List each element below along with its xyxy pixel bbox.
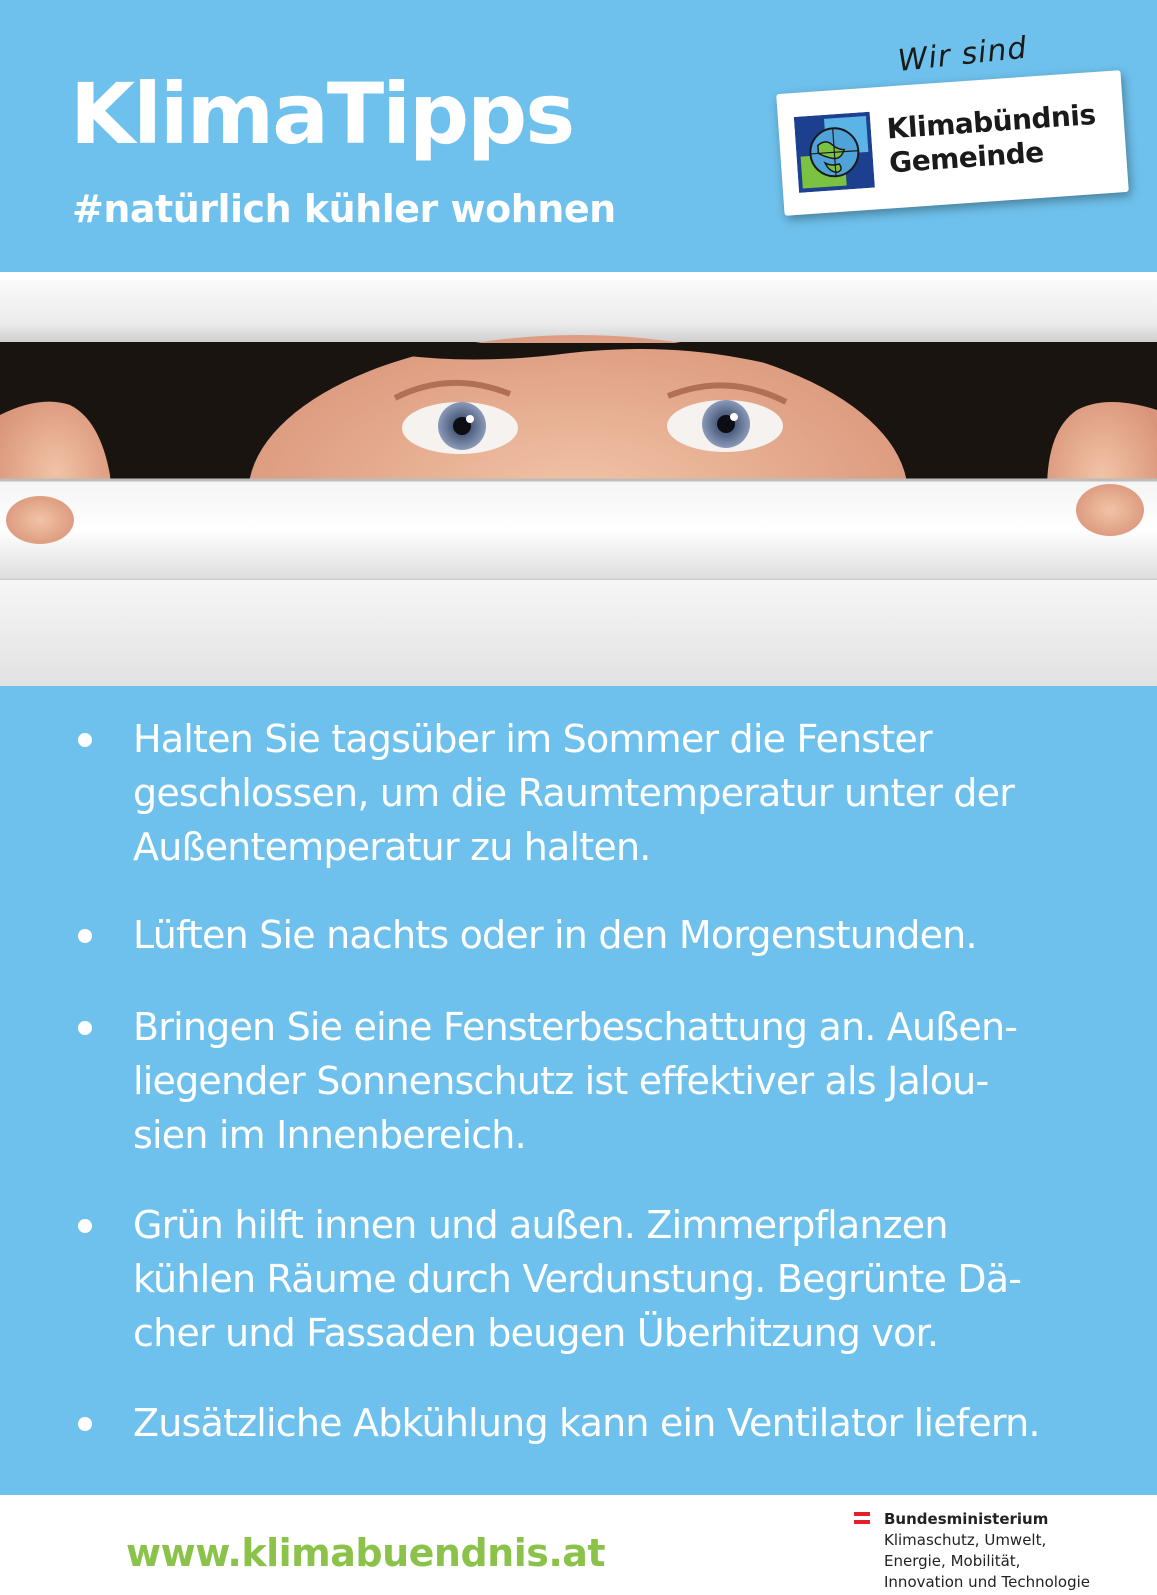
tip-line: Halten Sie tagsüber im Sommer die Fenster [133, 717, 932, 761]
tip-line: Bringen Sie eine Fensterbeschattung an. Außen- [133, 1005, 1018, 1049]
tip-line: Lüften Sie nachts oder in den Morgenstunden. [133, 913, 977, 957]
tip-line: Außentemperatur zu halten. [133, 825, 651, 869]
tip-line: kühlen Räume durch Verdunstung. Begrünte Dä- [133, 1257, 1022, 1301]
tip-line: Zusätzliche Abkühlung kann ein Ventilator liefern. [133, 1401, 1040, 1445]
tip-line: liegender Sonnenschutz ist effektiver als Jalou- [133, 1059, 989, 1103]
tip-line: geschlossen, um die Raumtemperatur unter der [133, 771, 1015, 815]
bullet-icon [78, 1219, 92, 1233]
wir-sind-label: Wir sind [896, 30, 1030, 79]
ministry-line-1: Klimaschutz, Umwelt, [884, 1531, 1047, 1549]
child-peeking-through-blinds-photo [0, 280, 1157, 686]
tips-section [0, 686, 1157, 1495]
ministry-name: Bundesministerium [884, 1510, 1049, 1528]
tip-line: Grün hilft innen und außen. Zimmerpflanzen [133, 1203, 948, 1247]
badge-text [886, 98, 1099, 180]
footer [0, 1495, 1157, 1595]
bullet-icon [78, 1417, 92, 1431]
header-banner [0, 0, 1157, 272]
tip-line: sien im Innenbereich. [133, 1113, 526, 1157]
klimabuendnis-globe-logo-icon [794, 112, 875, 193]
klimabuendnis-badge [776, 70, 1129, 216]
tip-5 [133, 1396, 1093, 1450]
ministry-line-3: Innovation und Technologie [884, 1573, 1091, 1591]
tip-2 [133, 908, 1093, 962]
tip-1 [133, 712, 1093, 874]
bullet-icon [78, 929, 92, 943]
badge-line-1: Klimabündnis [885, 97, 1097, 146]
tip-4 [133, 1198, 1093, 1360]
ministry-text [884, 1509, 1090, 1593]
tip-3 [133, 1000, 1093, 1162]
badge-line-2: Gemeinde [888, 135, 1045, 180]
header-separator [0, 272, 1157, 280]
austrian-flag-icon [854, 1512, 870, 1524]
page-title: KlimaTipps [70, 65, 574, 163]
page-subtitle: #natürlich kühler wohnen [72, 187, 616, 231]
bullet-icon [78, 733, 92, 747]
ministry-line-2: Energie, Mobilität, [884, 1552, 1021, 1570]
tip-line: cher und Fassaden beugen Überhitzung vor. [133, 1311, 939, 1355]
bullet-icon [78, 1021, 92, 1035]
website-link[interactable]: www.klimabuendnis.at [126, 1531, 606, 1575]
ministry-logo [854, 1509, 1090, 1593]
